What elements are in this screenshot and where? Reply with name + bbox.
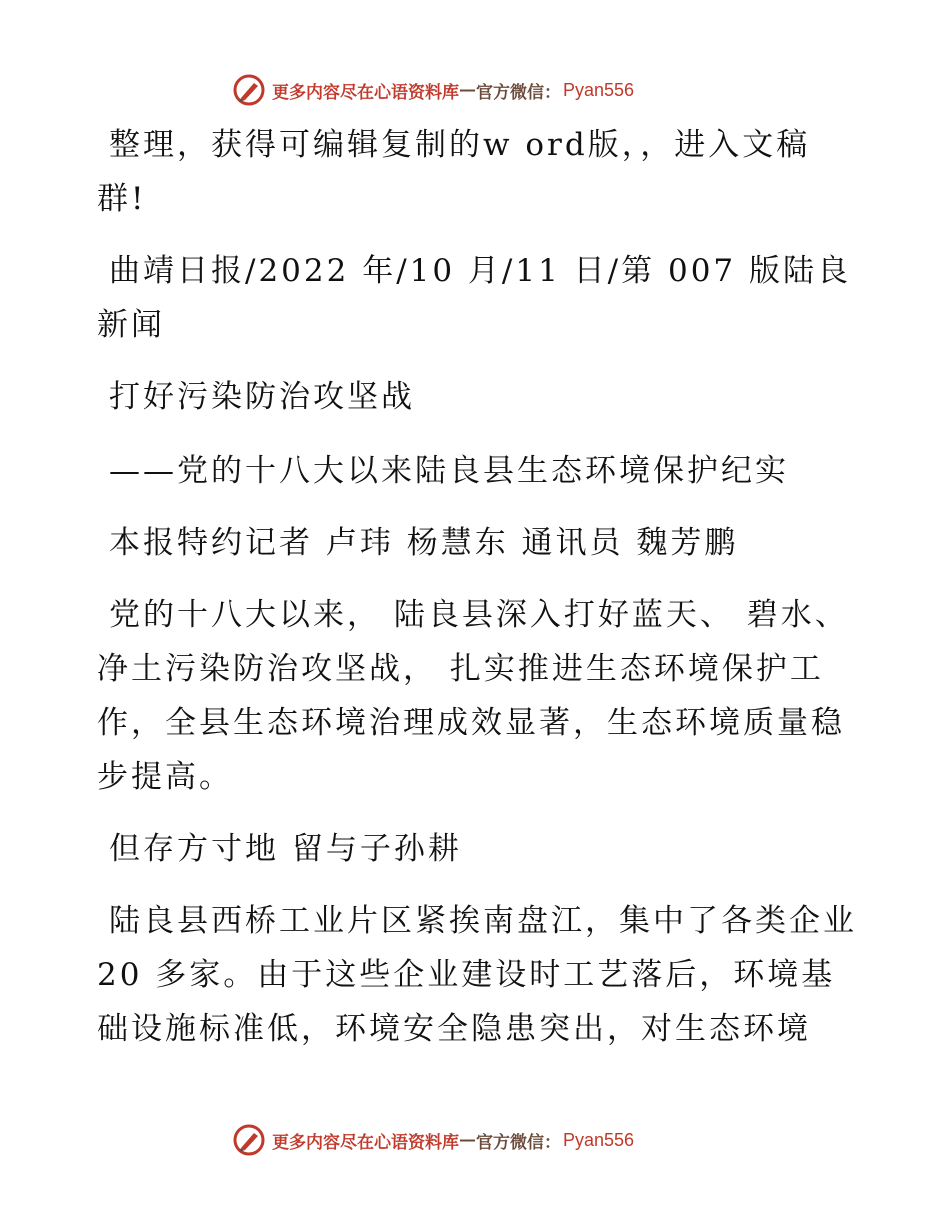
pen-logo-icon xyxy=(232,73,266,107)
document-body xyxy=(97,118,857,1074)
section-heading: 但存方寸地 留与子孙耕 xyxy=(109,831,462,867)
paragraph-body: 陆良县西桥工业片区紧挨南盘江，集中了各类企业 20 多家。由于这些企业建设时工艺落后，环境基础设施标准低，环境安全隐患突出，对生态环境 xyxy=(97,903,857,1047)
banner-brand-text: 更多内容尽在心语资料库 xyxy=(272,1132,459,1153)
paragraph-intro: 整理，获得可编辑复制的w ord版，，进入文稿群! xyxy=(97,127,811,217)
header-banner xyxy=(232,70,712,110)
paragraph-summary: 党的十八大以来， 陆良县深入打好蓝天、 碧水、 净土污染防治攻坚战， 扎实推进生态环境保护工作，全县生态环境治理成效显著，生态环境质量稳步提高。 xyxy=(97,597,849,795)
pen-logo-icon xyxy=(232,1123,266,1157)
banner-wechat-id: Pyan556 xyxy=(563,1129,635,1150)
article-byline: 本报特约记者 卢玮 杨慧东 通讯员 魏芳鹏 xyxy=(109,525,739,561)
banner-official-text: 官方微信： xyxy=(476,82,561,103)
paragraph-source: 曲靖日报/2022 年/10 月/11 日/第 007 版陆良新闻 xyxy=(97,253,852,343)
banner-brand-text: 更多内容尽在心语资料库 xyxy=(272,82,459,103)
banner-official-text: 官方微信： xyxy=(476,1132,561,1153)
banner-dash: — xyxy=(459,80,476,100)
footer-banner xyxy=(232,1120,712,1160)
article-title: 打好污染防治攻坚战 xyxy=(109,379,415,415)
banner-dash: — xyxy=(459,1130,476,1150)
article-subtitle: ——党的十八大以来陆良县生态环境保护纪实 xyxy=(109,453,789,489)
banner-wechat-id: Pyan556 xyxy=(563,79,635,100)
